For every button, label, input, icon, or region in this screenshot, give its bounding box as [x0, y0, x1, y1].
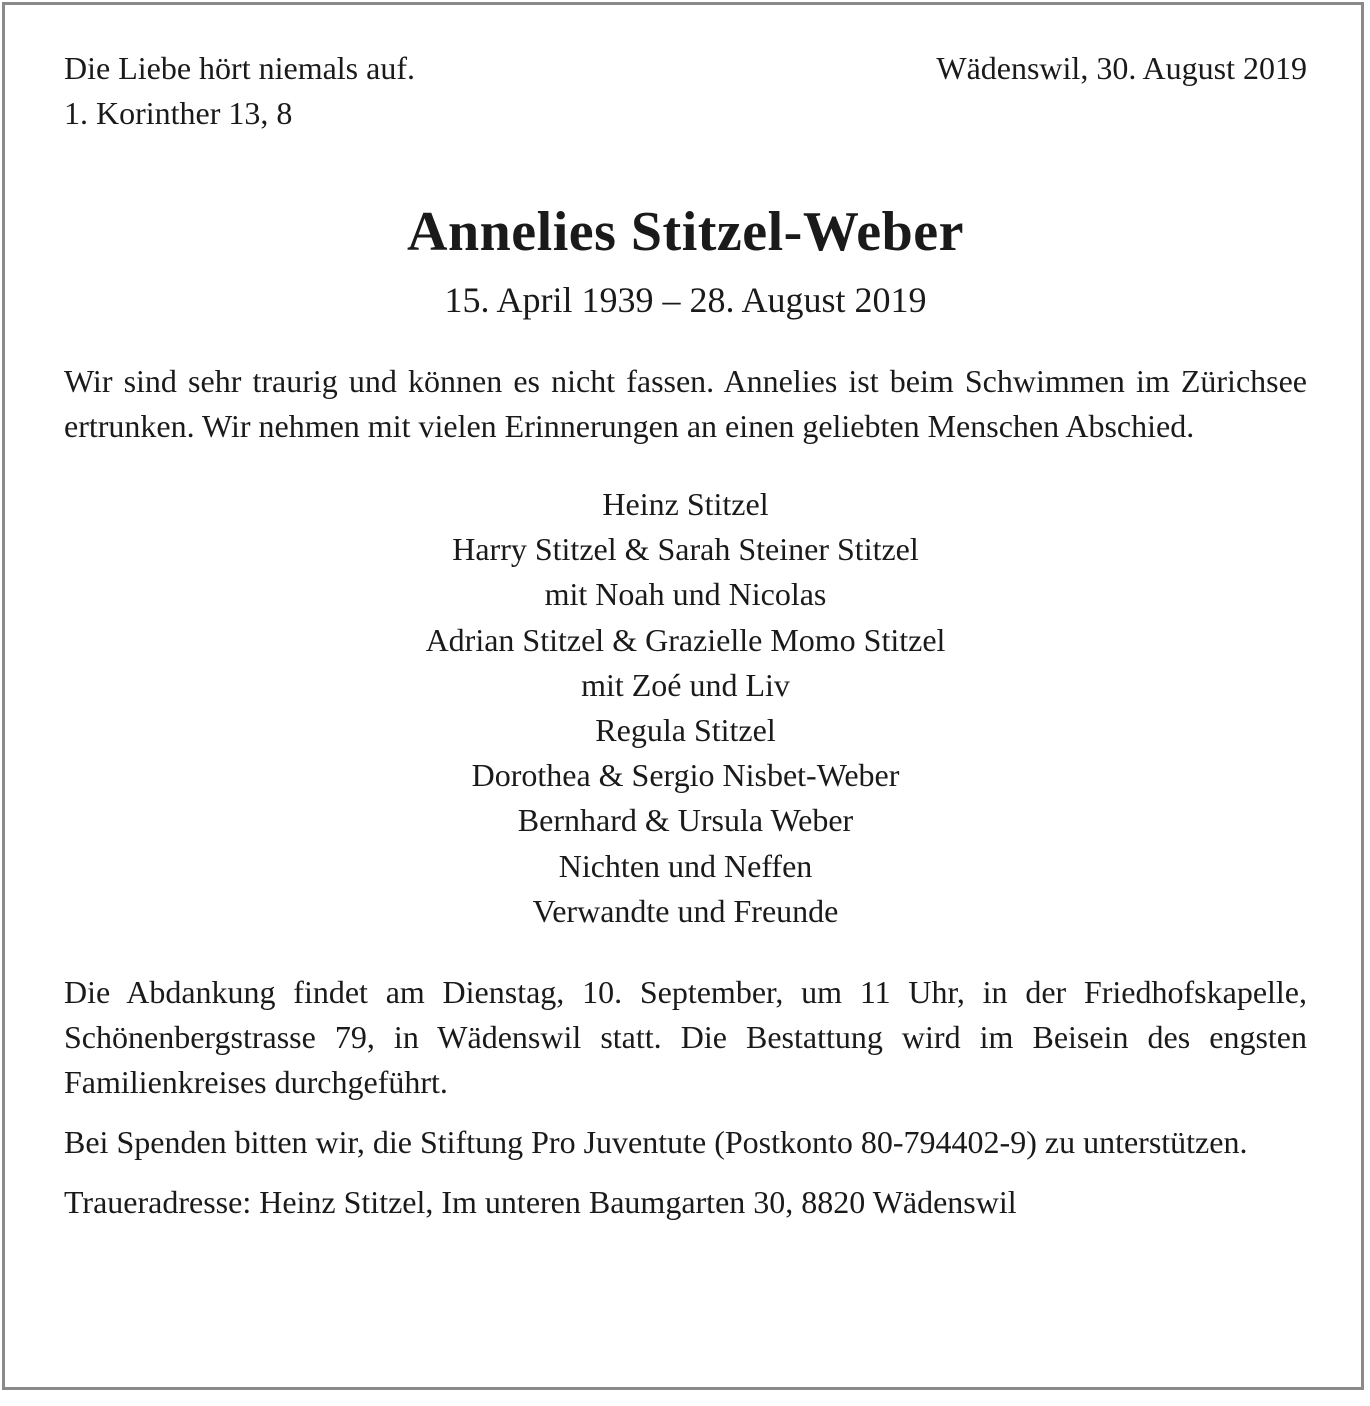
mourner-line: Harry Stitzel & Sarah Steiner Stitzel: [452, 531, 919, 568]
bible-quote: Die Liebe hört niemals auf.: [64, 50, 415, 86]
mourner-line: Regula Stitzel: [595, 712, 776, 749]
bible-quote-block: [64, 46, 415, 136]
mourner-line: Heinz Stitzel: [602, 486, 769, 522]
header-row: [64, 46, 1307, 136]
bible-reference: 1. Korinther 13, 8: [64, 95, 293, 131]
mourner-line: Bernhard & Ursula Weber: [517, 802, 854, 839]
obituary-content: [64, 46, 1307, 1225]
mourner-line: Nichten und Neffen: [558, 847, 813, 884]
mourner-line: Adrian Stitzel & Grazielle Momo Stitzel: [425, 621, 946, 658]
mourning-address: Traueradresse: Heinz Stitzel, Im unteren Baumgarten 30, 8820 Wädenswil: [64, 1184, 1017, 1221]
life-dates: 15. April 1939 – 28. August 2019: [444, 280, 927, 320]
place-date: Wädenswil, 30. August 2019: [936, 50, 1307, 86]
mourner-line: mit Zoé und Liv: [581, 666, 790, 703]
donation-paragraph: Bei Spenden bitten wir, die Stiftung Pro Juventute (Postkonto 80-794402-9) zu unterstützen.: [64, 1124, 1248, 1161]
mourner-line: mit Noah und Nicolas: [544, 576, 827, 613]
mourner-line: Verwandte und Freunde: [532, 892, 839, 929]
intro-paragraph: Wir sind sehr traurig und können es nicht fassen. Annelies ist beim Schwimmen im Zürichsee ertrunken. Wir nehmen mit vielen Erinnerungen an einen geliebten Menschen Abschied.: [64, 363, 1307, 444]
deceased-name: Annelies Stitzel-Weber: [407, 201, 964, 263]
mourner-line: Dorothea & Sergio Nisbet-Weber: [471, 757, 900, 794]
mourners-list: [64, 482, 1307, 934]
ceremony-paragraph: Die Abdankung findet am Dienstag, 10. September, um 11 Uhr, in der Friedhofskapelle, Schönenbergstrasse 79, in Wädenswil statt. Die Bestattung wird im Beisein des engsten Familienkreises durchgeführt.: [64, 974, 1307, 1101]
